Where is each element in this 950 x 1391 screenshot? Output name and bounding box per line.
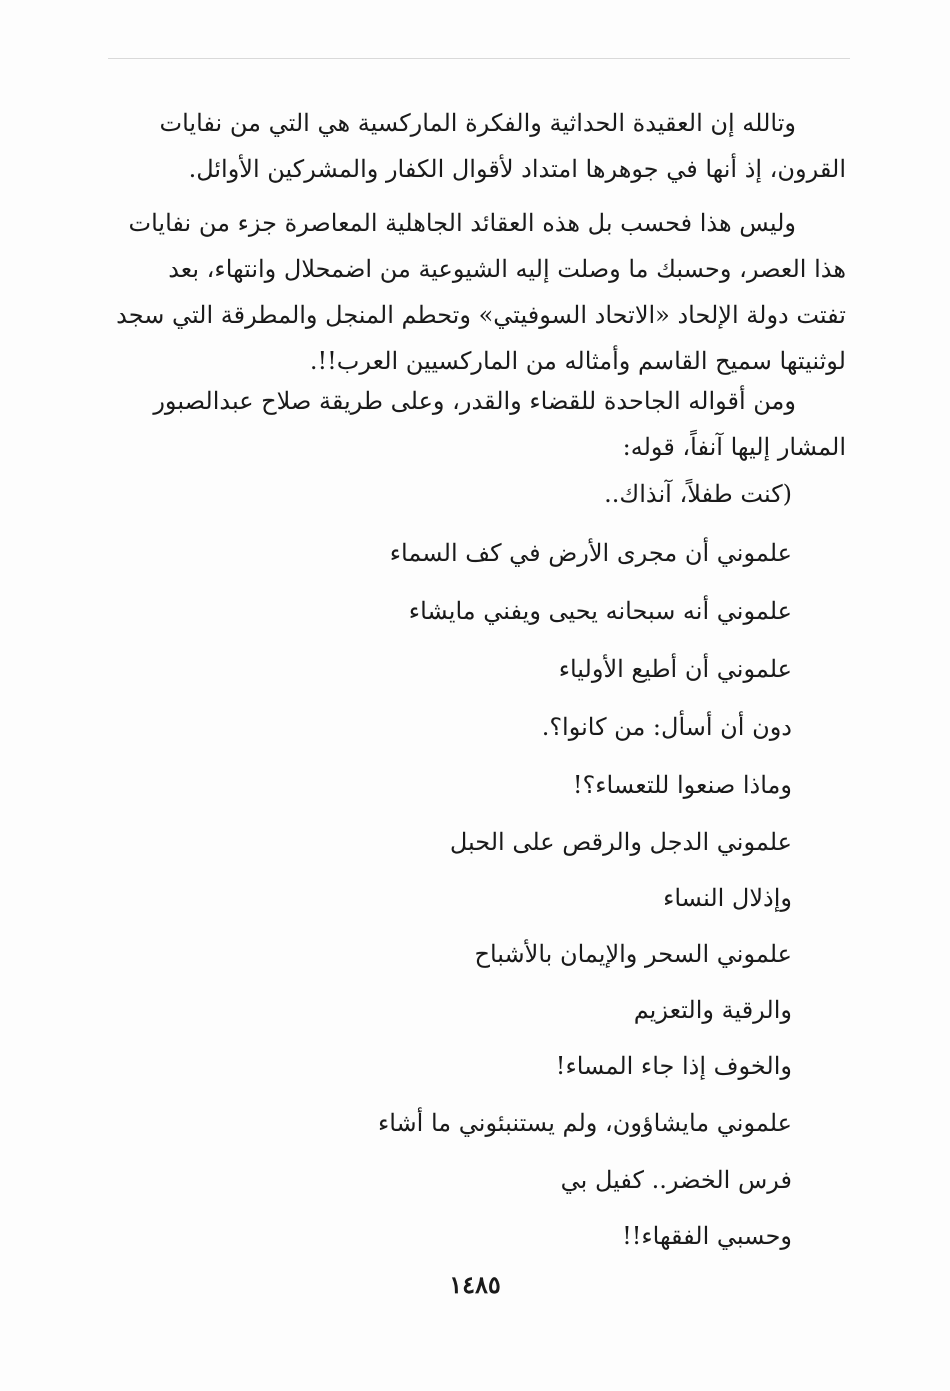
scan-edge-line: [108, 58, 850, 59]
paragraph-2: [101, 200, 846, 384]
poem-line: (كنت طفلاً، آنذاك..: [604, 480, 792, 508]
paragraph-3-line-2: المشار إليها آنفاً، قوله:: [622, 433, 846, 461]
paragraph-1-line-2: القرون، إذ أنها في جوهرها امتداد لأقوال الكفار والمشركين الأوائل.: [188, 155, 846, 183]
paragraph-2-line-4: لوثنيتها سميح القاسم وأمثاله من الماركسيين العرب!!.: [309, 347, 846, 375]
poem-line: وإذلال النساء: [663, 884, 792, 912]
poem-line: علموني أن مجرى الأرض في كف السماء: [389, 539, 792, 567]
poem-line: والخوف إذا جاء المساء!: [555, 1052, 792, 1080]
poem-line: علموني مايشاؤون، ولم يستنبئوني ما أشاء: [377, 1109, 792, 1137]
poem-line: علموني أنه سبحانه يحيى ويفني مايشاء: [408, 597, 792, 625]
paragraph-1: [101, 100, 846, 192]
poem-line: وحسبي الفقهاء!!: [622, 1222, 792, 1250]
paragraph-1-line-1: وتالله إن العقيدة الحداثية والفكرة الماركسية هي التي من نفايات: [159, 109, 796, 137]
poem-line: والرقية والتعزيم: [633, 996, 792, 1024]
poem-line: فرس الخضر.. كفيل بي: [560, 1166, 792, 1194]
poem-line: دون أن أسأل: من كانوا؟.: [541, 713, 792, 741]
paragraph-2-line-1: وليس هذا فحسب بل هذه العقائد الجاهلية المعاصرة جزء من نفايات: [128, 209, 796, 237]
poem-line: علموني السحر والإيمان بالأشباح: [474, 940, 792, 968]
poem-line: وماذا صنعوا للتعساء؟!: [572, 771, 792, 799]
paragraph-3: [101, 378, 846, 470]
poem-line: علموني الدجل والرقص على الحبل: [449, 828, 792, 856]
poem-line: علموني أن أطيع الأولياء: [558, 655, 792, 683]
paragraph-2-line-3: تفتت دولة الإلحاد «الاتحاد السوفيتي» وتحطم المنجل والمطرقة التي سجد: [116, 301, 846, 329]
page-number: ١٤٨٥: [449, 1270, 501, 1299]
paragraph-3-line-1: ومن أقواله الجاحدة للقضاء والقدر، وعلى طريقة صلاح عبدالصبور: [153, 387, 796, 415]
paragraph-2-line-2: هذا العصر، وحسبك ما وصلت إليه الشيوعية من اضمحلال وانتهاء، بعد: [168, 255, 846, 283]
